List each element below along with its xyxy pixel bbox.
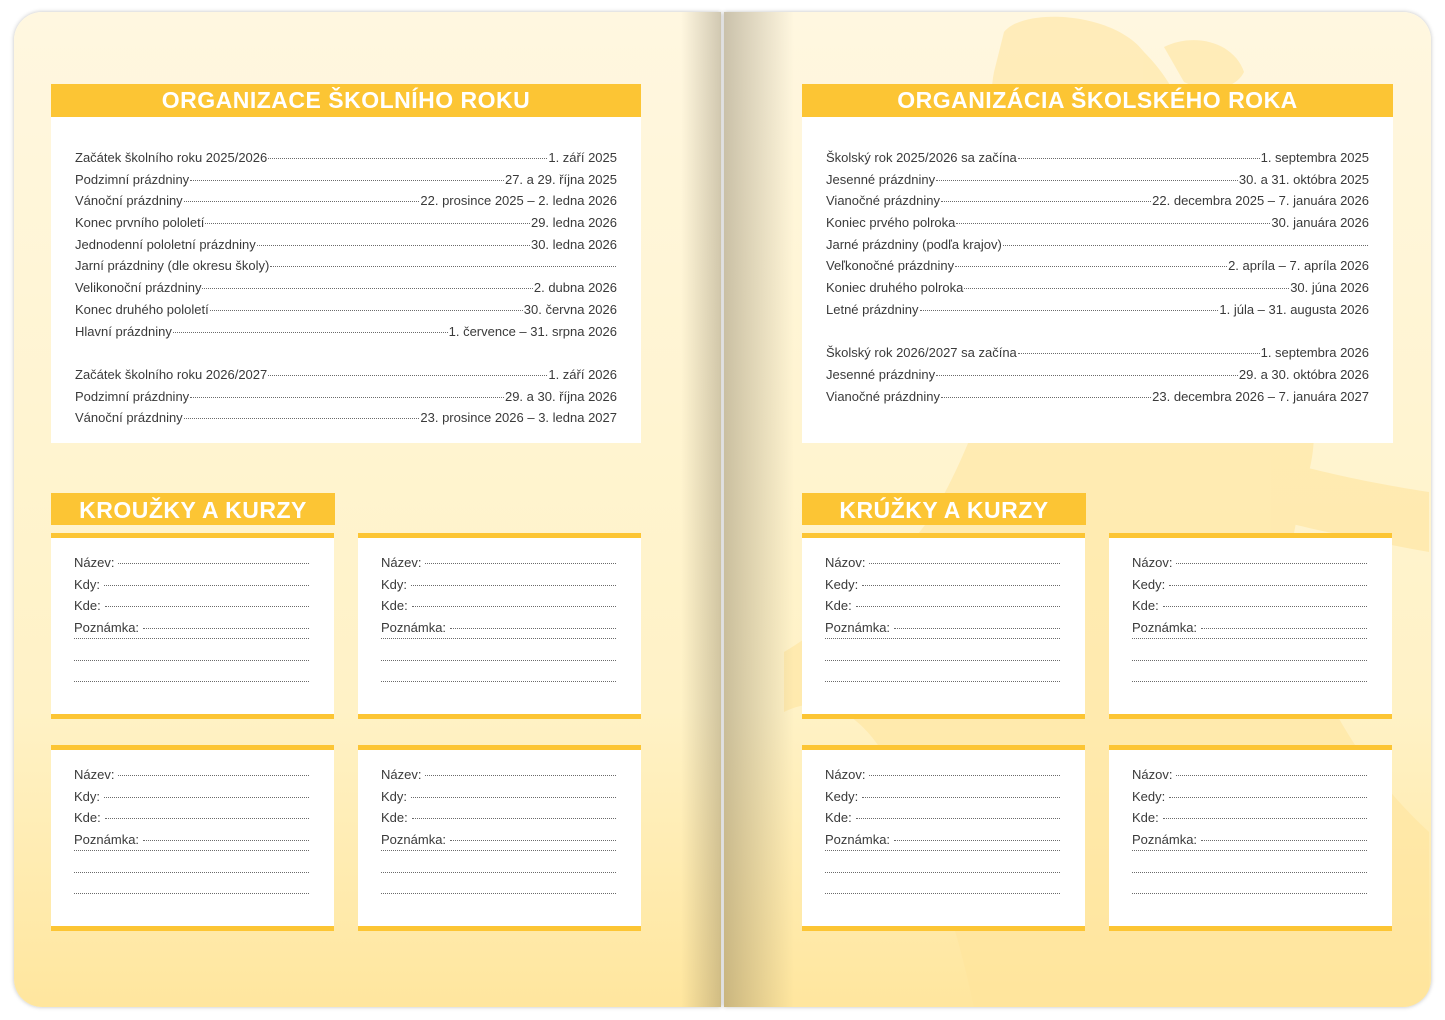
schedule-value: 2. apríla – 7. apríla 2026 bbox=[1228, 258, 1369, 274]
write-line bbox=[825, 893, 1060, 894]
right-club-card bbox=[802, 533, 1085, 719]
dot-leader bbox=[936, 375, 1238, 376]
write-line bbox=[74, 681, 309, 682]
left-club-card bbox=[51, 533, 334, 719]
name-field bbox=[381, 555, 616, 577]
name-field bbox=[825, 767, 1060, 789]
write-line bbox=[825, 638, 1060, 639]
write-line bbox=[1132, 850, 1367, 851]
right-club-card bbox=[802, 745, 1085, 931]
club-fields bbox=[381, 555, 616, 706]
write-line bbox=[381, 850, 616, 851]
schedule-label: Jesenné prázdniny bbox=[826, 171, 936, 187]
write-line bbox=[1169, 585, 1367, 586]
left-org-title: ORGANIZACE ŠKOLNÍHO ROKU bbox=[51, 84, 641, 117]
schedule-value: 29. a 30. října 2026 bbox=[504, 388, 617, 404]
left-org-box bbox=[51, 117, 641, 443]
schedule-label: Začátek školního roku 2025/2026 bbox=[75, 150, 268, 165]
club-fields bbox=[825, 767, 1060, 918]
schedule-row bbox=[826, 172, 1369, 194]
where-field bbox=[381, 598, 616, 620]
right-org-rows bbox=[826, 150, 1369, 410]
schedule-value: 27. a 29. října 2025 bbox=[504, 171, 617, 187]
schedule-row bbox=[75, 258, 617, 280]
schedule-value: 30. júna 2026 bbox=[1290, 280, 1369, 296]
schedule-value: 1. září 2025 bbox=[548, 150, 617, 165]
schedule-value: 1. júla – 31. augusta 2026 bbox=[1219, 301, 1369, 317]
schedule-row bbox=[75, 150, 617, 172]
schedule-value: 29. ledna 2026 bbox=[530, 215, 617, 231]
dot-leader bbox=[173, 332, 448, 333]
dot-leader bbox=[268, 375, 547, 376]
schedule-row bbox=[826, 302, 1369, 324]
dot-leader bbox=[941, 201, 1151, 202]
field-label: Poznámka: bbox=[381, 619, 447, 635]
write-line bbox=[104, 797, 309, 798]
field-label: Poznámka: bbox=[1132, 619, 1198, 635]
name-field bbox=[381, 767, 616, 789]
schedule-label: Vánoční prázdniny bbox=[75, 410, 183, 426]
dot-leader bbox=[964, 288, 1289, 289]
dot-leader bbox=[210, 310, 523, 311]
write-line bbox=[74, 893, 309, 894]
schedule-row bbox=[75, 280, 617, 302]
write-line bbox=[1132, 893, 1367, 894]
write-line bbox=[1201, 628, 1367, 629]
write-line bbox=[1132, 681, 1367, 682]
write-line bbox=[104, 585, 309, 586]
blank-line bbox=[825, 684, 1060, 706]
name-field bbox=[1132, 555, 1367, 577]
dot-leader bbox=[270, 266, 616, 267]
schedule-label: Koniec prvého polroka bbox=[826, 215, 956, 231]
schedule-row bbox=[75, 324, 617, 346]
field-label: Kde: bbox=[825, 598, 852, 613]
name-field bbox=[825, 555, 1060, 577]
planner-spread bbox=[14, 12, 1431, 1007]
field-label: Kedy: bbox=[1132, 788, 1166, 804]
blank-line bbox=[74, 684, 309, 706]
schedule-value: 29. a 30. októbra 2026 bbox=[1238, 366, 1369, 382]
right-page bbox=[724, 12, 1431, 1007]
dot-leader bbox=[1003, 245, 1368, 246]
write-line bbox=[894, 628, 1060, 629]
club-fields bbox=[74, 767, 309, 918]
field-label: Kedy: bbox=[1132, 576, 1166, 592]
field-label: Poznámka: bbox=[825, 619, 891, 635]
schedule-row bbox=[75, 215, 617, 237]
field-label: Kde: bbox=[1132, 598, 1159, 613]
write-line bbox=[425, 775, 616, 776]
left-club-card bbox=[358, 745, 641, 931]
dot-leader bbox=[202, 288, 532, 289]
blank-line bbox=[1132, 684, 1367, 706]
club-fields bbox=[74, 555, 309, 706]
when-field bbox=[381, 789, 616, 811]
schedule-value: 30. června 2026 bbox=[523, 301, 617, 317]
write-line bbox=[381, 872, 616, 873]
schedule-value: 30. januára 2026 bbox=[1271, 215, 1369, 231]
schedule-row bbox=[75, 302, 617, 324]
when-field bbox=[825, 577, 1060, 599]
schedule-label: Podzimní prázdniny bbox=[75, 388, 190, 404]
dot-leader bbox=[1018, 158, 1260, 159]
schedule-value: 23. decembra 2026 – 7. januára 2027 bbox=[1152, 388, 1369, 404]
row-gap bbox=[75, 345, 617, 367]
name-field bbox=[74, 767, 309, 789]
field-label: Poznámka: bbox=[381, 831, 447, 847]
schedule-value: 1. července – 31. srpna 2026 bbox=[448, 323, 617, 339]
dot-leader bbox=[184, 201, 420, 202]
field-label: Názov: bbox=[1132, 555, 1173, 570]
schedule-label: Začátek školního roku 2026/2027 bbox=[75, 366, 268, 382]
schedule-row bbox=[75, 389, 617, 411]
field-label: Název: bbox=[74, 767, 115, 782]
left-clubs-title: KROUŽKY A KURZY bbox=[51, 493, 335, 525]
schedule-row bbox=[75, 193, 617, 215]
write-line bbox=[825, 872, 1060, 873]
field-label: Kde: bbox=[1132, 810, 1159, 825]
when-field bbox=[1132, 577, 1367, 599]
write-line bbox=[825, 681, 1060, 682]
when-field bbox=[825, 789, 1060, 811]
field-label: Kdy: bbox=[381, 576, 408, 592]
write-line bbox=[74, 638, 309, 639]
field-label: Kde: bbox=[825, 810, 852, 825]
schedule-row bbox=[75, 367, 617, 389]
dot-leader bbox=[936, 180, 1238, 181]
right-clubs-title: KRÚŽKY A KURZY bbox=[802, 493, 1086, 525]
write-line bbox=[143, 840, 309, 841]
left-org-rows bbox=[75, 150, 617, 432]
when-field bbox=[381, 577, 616, 599]
dot-leader bbox=[184, 418, 420, 419]
dot-leader bbox=[257, 245, 530, 246]
schedule-value: 1. září 2026 bbox=[548, 366, 617, 382]
write-line bbox=[1201, 840, 1367, 841]
schedule-label: Jednodenní pololetní prázdniny bbox=[75, 236, 256, 252]
name-field bbox=[74, 555, 309, 577]
field-label: Názov: bbox=[1132, 767, 1173, 782]
when-field bbox=[74, 577, 309, 599]
field-label: Kedy: bbox=[825, 576, 859, 592]
write-line bbox=[118, 775, 309, 776]
write-line bbox=[381, 660, 616, 661]
schedule-value: 1. septembra 2025 bbox=[1260, 150, 1369, 165]
field-label: Kde: bbox=[74, 598, 101, 613]
schedule-label: Jarné prázdniny (podľa krajov) bbox=[826, 236, 1002, 252]
write-line bbox=[862, 585, 1060, 586]
write-line bbox=[869, 775, 1060, 776]
write-line bbox=[411, 585, 616, 586]
schedule-label: Letné prázdniny bbox=[826, 301, 919, 317]
write-line bbox=[74, 850, 309, 851]
when-field bbox=[74, 789, 309, 811]
where-field bbox=[381, 810, 616, 832]
write-line bbox=[1163, 818, 1367, 819]
write-line bbox=[412, 606, 616, 607]
schedule-label: Vánoční prázdniny bbox=[75, 193, 183, 209]
field-label: Kdy: bbox=[74, 576, 101, 592]
write-line bbox=[1132, 872, 1367, 873]
schedule-label: Konec druhého pololetí bbox=[75, 301, 209, 317]
write-line bbox=[74, 872, 309, 873]
write-line bbox=[869, 563, 1060, 564]
when-field bbox=[1132, 789, 1367, 811]
where-field bbox=[1132, 810, 1367, 832]
club-fields bbox=[1132, 767, 1367, 918]
where-field bbox=[825, 598, 1060, 620]
schedule-row bbox=[826, 280, 1369, 302]
dot-leader bbox=[955, 266, 1227, 267]
name-field bbox=[1132, 767, 1367, 789]
write-line bbox=[1132, 660, 1367, 661]
field-label: Poznámka: bbox=[825, 831, 891, 847]
field-label: Název: bbox=[381, 767, 422, 782]
write-line bbox=[1163, 606, 1367, 607]
write-line bbox=[105, 606, 309, 607]
left-club-card bbox=[51, 745, 334, 931]
field-label: Kdy: bbox=[74, 788, 101, 804]
schedule-label: Školský rok 2026/2027 sa začína bbox=[826, 345, 1017, 361]
field-label: Poznámka: bbox=[74, 619, 140, 635]
schedule-label: Konec prvního pololetí bbox=[75, 215, 205, 231]
field-label: Kde: bbox=[381, 598, 408, 613]
schedule-row bbox=[826, 215, 1369, 237]
left-club-card bbox=[358, 533, 641, 719]
write-line bbox=[862, 797, 1060, 798]
schedule-row bbox=[826, 389, 1369, 411]
write-line bbox=[118, 563, 309, 564]
dot-leader bbox=[190, 397, 504, 398]
schedule-label: Veľkonočné prázdniny bbox=[826, 258, 955, 274]
dot-leader bbox=[268, 158, 547, 159]
schedule-value: 30. ledna 2026 bbox=[530, 236, 617, 252]
schedule-row bbox=[826, 367, 1369, 389]
dot-leader bbox=[1018, 353, 1260, 354]
schedule-label: Podzimní prázdniny bbox=[75, 171, 190, 187]
where-field bbox=[74, 598, 309, 620]
write-line bbox=[105, 818, 309, 819]
schedule-label: Koniec druhého polroka bbox=[826, 280, 964, 296]
write-line bbox=[894, 840, 1060, 841]
write-line bbox=[74, 660, 309, 661]
schedule-value: 22. decembra 2025 – 7. januára 2026 bbox=[1152, 193, 1369, 209]
club-fields bbox=[381, 767, 616, 918]
field-label: Kdy: bbox=[381, 788, 408, 804]
club-fields bbox=[1132, 555, 1367, 706]
where-field bbox=[1132, 598, 1367, 620]
schedule-row bbox=[826, 345, 1369, 367]
schedule-row bbox=[826, 150, 1369, 172]
schedule-label: Jarní prázdniny (dle okresu školy) bbox=[75, 258, 270, 274]
schedule-value: 23. prosince 2026 – 3. ledna 2027 bbox=[420, 410, 617, 426]
dot-leader bbox=[941, 397, 1151, 398]
write-line bbox=[450, 628, 616, 629]
right-club-card bbox=[1109, 533, 1392, 719]
blank-line bbox=[381, 684, 616, 706]
schedule-row bbox=[826, 258, 1369, 280]
schedule-row bbox=[826, 193, 1369, 215]
field-label: Kedy: bbox=[825, 788, 859, 804]
schedule-label: Vianočné prázdniny bbox=[826, 193, 940, 209]
where-field bbox=[825, 810, 1060, 832]
field-label: Kde: bbox=[74, 810, 101, 825]
schedule-value: 1. septembra 2026 bbox=[1260, 345, 1369, 361]
write-line bbox=[381, 893, 616, 894]
write-line bbox=[1169, 797, 1367, 798]
write-line bbox=[1132, 638, 1367, 639]
schedule-value: 2. dubna 2026 bbox=[533, 280, 617, 296]
blank-line bbox=[825, 896, 1060, 918]
write-line bbox=[425, 563, 616, 564]
dot-leader bbox=[920, 310, 1219, 311]
write-line bbox=[381, 681, 616, 682]
write-line bbox=[856, 818, 1060, 819]
schedule-row bbox=[75, 172, 617, 194]
field-label: Názov: bbox=[825, 555, 866, 570]
blank-line bbox=[1132, 896, 1367, 918]
blank-line bbox=[381, 896, 616, 918]
write-line bbox=[450, 840, 616, 841]
club-fields bbox=[825, 555, 1060, 706]
field-label: Název: bbox=[74, 555, 115, 570]
dot-leader bbox=[190, 180, 504, 181]
left-page bbox=[14, 12, 721, 1007]
write-line bbox=[143, 628, 309, 629]
write-line bbox=[412, 818, 616, 819]
schedule-row bbox=[75, 237, 617, 259]
schedule-value: 30. a 31. októbra 2025 bbox=[1238, 171, 1369, 187]
schedule-label: Školský rok 2025/2026 sa začína bbox=[826, 150, 1017, 165]
schedule-label: Hlavní prázdniny bbox=[75, 323, 172, 339]
write-line bbox=[1176, 563, 1367, 564]
field-label: Poznámka: bbox=[1132, 831, 1198, 847]
schedule-label: Jesenné prázdniny bbox=[826, 366, 936, 382]
write-line bbox=[825, 660, 1060, 661]
blank-line bbox=[74, 896, 309, 918]
row-gap bbox=[826, 324, 1369, 346]
schedule-label: Vianočné prázdniny bbox=[826, 388, 940, 404]
schedule-row bbox=[75, 410, 617, 432]
field-label: Kde: bbox=[381, 810, 408, 825]
field-label: Názov: bbox=[825, 767, 866, 782]
field-label: Poznámka: bbox=[74, 831, 140, 847]
where-field bbox=[74, 810, 309, 832]
right-club-card bbox=[1109, 745, 1392, 931]
write-line bbox=[411, 797, 616, 798]
write-line bbox=[856, 606, 1060, 607]
right-org-title: ORGANIZÁCIA ŠKOLSKÉHO ROKA bbox=[802, 84, 1393, 117]
write-line bbox=[825, 850, 1060, 851]
right-org-box bbox=[802, 117, 1393, 443]
dot-leader bbox=[205, 223, 530, 224]
schedule-value: 22. prosince 2025 – 2. ledna 2026 bbox=[420, 193, 617, 209]
write-line bbox=[381, 638, 616, 639]
schedule-label: Velikonoční prázdniny bbox=[75, 280, 202, 296]
write-line bbox=[1176, 775, 1367, 776]
dot-leader bbox=[956, 223, 1270, 224]
field-label: Název: bbox=[381, 555, 422, 570]
schedule-row bbox=[826, 237, 1369, 259]
